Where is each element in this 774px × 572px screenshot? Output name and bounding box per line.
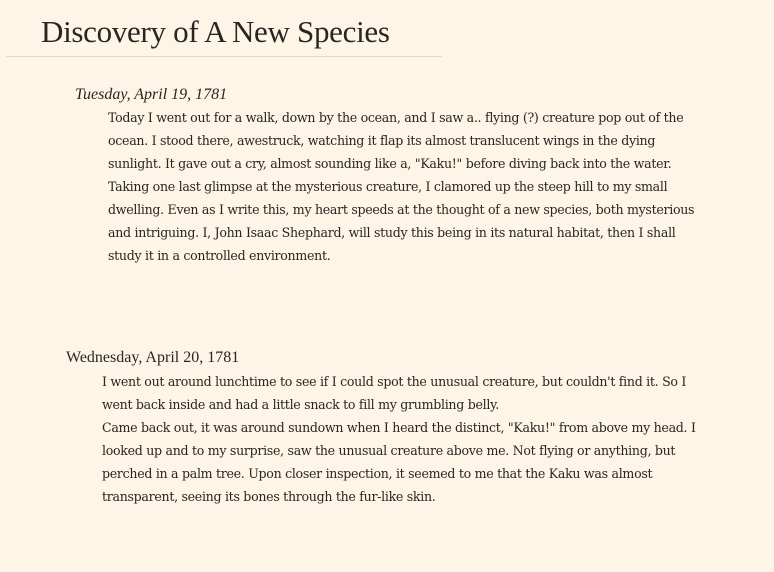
entry-body	[102, 370, 696, 508]
page-title: Discovery of A New Species	[41, 14, 390, 49]
entry-date: Tuesday, April 19, 1781	[75, 86, 228, 103]
entry-line: Came back out, it was around sundown when I heard the distinct, "Kaku!" from above my head. I	[102, 420, 696, 435]
entry-line: Today I went out for a walk, down by the ocean, and I saw a.. flying (?) creature pop out of the	[108, 110, 684, 125]
entry-line: ocean. I stood there, awestruck, watching it flap its almost translucent wings in the dying	[108, 133, 656, 148]
entry-line: I went out around lunchtime to see if I could spot the unusual creature, but couldn't find it. So I	[102, 374, 687, 389]
entry-line: perched in a palm tree. Upon closer inspection, it seemed to me that the Kaku was almost	[102, 466, 653, 481]
entry-body	[108, 106, 694, 267]
entry-line: dwelling. Even as I write this, my heart speeds at the thought of a new species, both mysterious	[108, 202, 695, 217]
entry-line: Taking one last glimpse at the mysterious creature, I clamored up the steep hill to my small	[108, 179, 668, 194]
entry-line: transparent, seeing its bones through the fur-like skin.	[102, 489, 436, 504]
title-divider	[6, 56, 442, 57]
entry-line: sunlight. It gave out a cry, almost sounding like a, "Kaku!" before diving back into the water.	[108, 156, 672, 171]
entry-line: and intriguing. I, John Isaac Shephard, will study this being in its natural habitat, then I shall	[108, 225, 676, 240]
entry-line: looked up and to my surprise, saw the unusual creature above me. Not flying or anything, but	[102, 443, 676, 458]
entry-line: went back inside and had a little snack to fill my grumbling belly.	[102, 397, 499, 412]
entry-line: study it in a controlled environment.	[108, 248, 331, 263]
entry-date: Wednesday, April 20, 1781	[66, 349, 240, 366]
